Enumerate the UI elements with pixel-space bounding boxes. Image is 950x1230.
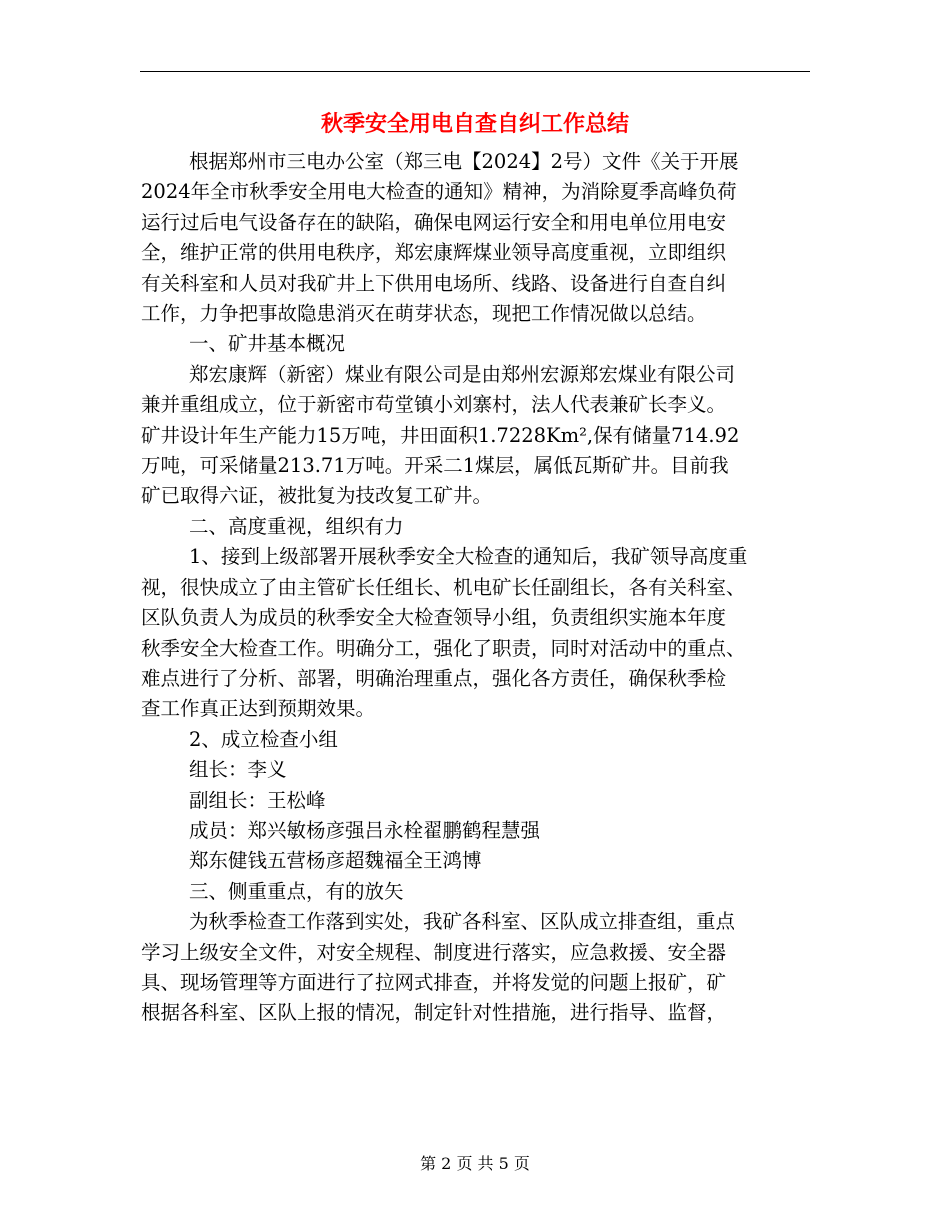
paragraph-line: 矿已取得六证，被批复为技改复工矿井。 (141, 484, 493, 508)
document-title: 秋季安全用电自查自纠工作总结 (320, 111, 629, 137)
paragraph-line: 运行过后电气设备存在的缺陷，确保电网运行安全和用电单位用电安 (141, 210, 727, 234)
paragraph-line: 具、现场管理等方面进行了拉网式排查，并将发觉的问题上报矿，矿 (141, 970, 727, 994)
paragraph-line: 矿井设计年生产能力15万吨，井田面积1.7228Km²,保有储量714.92 (141, 423, 740, 447)
paragraph-line: 全，维护正常的供用电秩序，郑宏康辉煤业领导高度重视，立即组织 (141, 241, 727, 265)
members-line-continued: 郑东健钱五营杨彦超魏福全王鸿博 (189, 849, 482, 873)
page-number-footer: 第 2 页 共 5 页 (420, 1154, 530, 1173)
paragraph-line: 1、接到上级部署开展秋季安全大检查的通知后，我矿领导高度重 (189, 545, 748, 569)
paragraph-line: 有关科室和人员对我矿井上下供用电场所、线路、设备进行自查自纠 (141, 271, 727, 295)
subsection-heading: 2、成立检查小组 (189, 727, 338, 751)
paragraph-line: 兼并重组成立，位于新密市苟堂镇小刘寨村，法人代表兼矿长李义。 (141, 393, 727, 417)
members-line: 成员：郑兴敏杨彦强吕永栓翟鹏鹤程慧强 (189, 818, 541, 842)
paragraph-line: 视，很快成立了由主管矿长任组长、机电矿长任副组长，各有关科室、 (141, 575, 746, 599)
paragraph-line: 查工作真正达到预期效果。 (141, 697, 376, 721)
paragraph-line: 万吨，可采储量213.71万吨。开采二1煤层，属低瓦斯矿井。目前我 (141, 454, 729, 478)
team-leader-line: 组长：李义 (189, 758, 287, 782)
deputy-leader-line: 副组长：王松峰 (189, 788, 326, 812)
section-heading: 三、侧重重点，有的放矢 (189, 879, 404, 903)
section-heading: 二、高度重视，组织有力 (189, 514, 404, 538)
paragraph-line: 根据各科室、区队上报的情况，制定针对性措施，进行指导、监督， (141, 1001, 727, 1025)
paragraph-line: 为秋季检查工作落到实处，我矿各科室、区队成立排查组，重点 (189, 910, 736, 934)
paragraph-line: 区队负责人为成员的秋季安全大检查领导小组，负责组织实施本年度 (141, 606, 727, 630)
document-body (141, 147, 811, 1029)
paragraph-line: 秋季安全大检查工作。明确分工，强化了职责，同时对活动中的重点、 (141, 636, 746, 660)
paragraph-line: 2024年全市秋季安全用电大检查的通知》精神，为消除夏季高峰负荷 (141, 180, 737, 204)
paragraph-line: 工作，力争把事故隐患消灭在萌芽状态，现把工作情况做以总结。 (141, 302, 707, 326)
paragraph-line: 学习上级安全文件，对安全规程、制度进行落实，应急救援、安全器 (141, 940, 727, 964)
paragraph-line: 难点进行了分析、部署，明确治理重点，强化各方责任，确保秋季检 (141, 666, 727, 690)
paragraph-line: 郑宏康辉（新密）煤业有限公司是由郑州宏源郑宏煤业有限公司 (189, 362, 736, 386)
header-rule (140, 71, 810, 72)
paragraph-line: 根据郑州市三电办公室（郑三电【2024】2号）文件《关于开展 (189, 150, 739, 173)
section-heading: 一、矿井基本概况 (189, 332, 346, 356)
